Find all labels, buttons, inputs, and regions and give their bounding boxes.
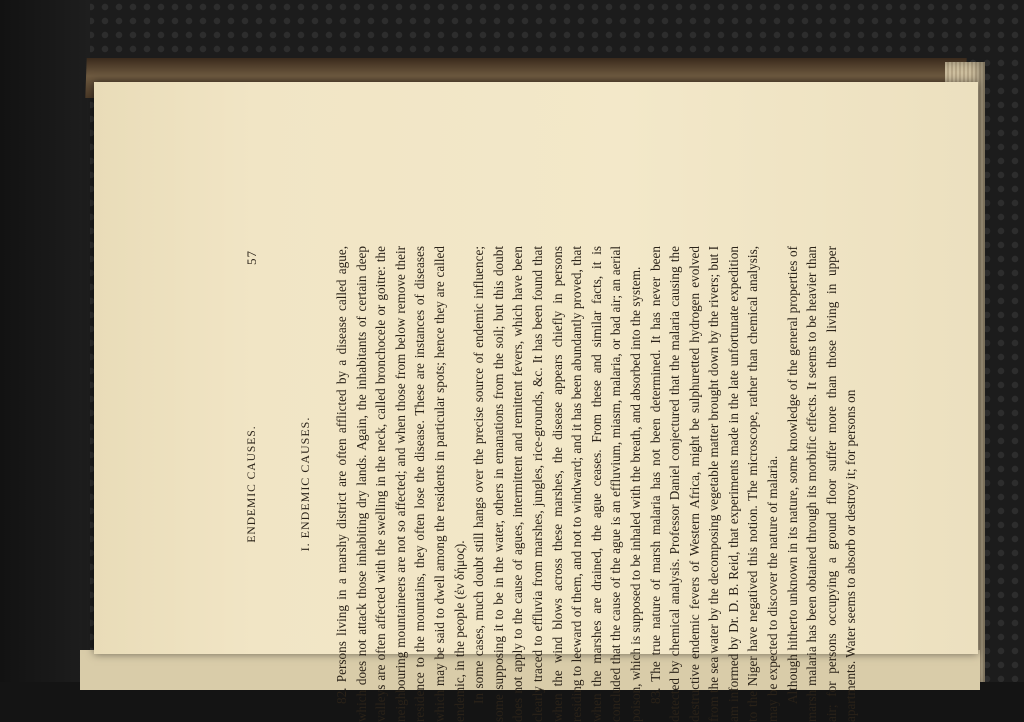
paragraph-83: 83. The true nature of marsh malaria has not been determined. It has never been detected by chemical analysis. Professor Daniel conjectured that the malaria causing the destructive endemic fevers of Western Africa, might be sulphuretted hydrogen evolved from the sea water by the decomposing vegetable matter brought down by the rivers; but I am informed by Dr. D. B. Reid, that experiments made in the late unfortunate expedition to the Niger have negatived this notion. The microscope, rather than chemical analysis, may be expected to discover the nature of malaria. bbox=[647, 246, 781, 722]
paragraph-83-cont: Although hitherto unknown in its nature, some knowledge of the general properties of marsh malaria has been obtained through its morbific effects. It seems to be heavier than air; for persons occupying a ground floor suffer more than those living in upper apartments. Water seems to absorb or destroy it; for persons on bbox=[784, 246, 859, 722]
rotated-text-block bbox=[246, 246, 1006, 722]
section-heading: I. ENDEMIC CAUSES. bbox=[298, 416, 312, 552]
running-head-title: ENDEMIC CAUSES. bbox=[246, 425, 258, 543]
left-shadow bbox=[0, 0, 90, 682]
paragraph-82-cont: In some cases, much doubt still hangs over the precise source of endemic influence; some supposing it to be in the water, others in emanations from the soil; but this doubt does not apply to the cause of agues, intermittent and remittent fevers, which have been clearly traced to effluvia from marshes, jungles, rice-grounds, &c. It has been found that when the wind blows across these marshes, the disease appears chiefly in persons residing to leeward of them, and not to windward; and it has been abundantly proved, that when the marshes are drained, the ague ceases. From these and similar facts, it is concluded that the cause of the ague is an effluvium, miasm, malaria, or bad air; an aerial poison, which is supposed to be inhaled with the breath, and absorbed into the system. bbox=[471, 246, 643, 722]
page-number: 57 bbox=[244, 250, 259, 265]
body-text bbox=[332, 246, 861, 722]
running-head bbox=[246, 246, 270, 722]
book-page bbox=[94, 82, 978, 722]
paragraph-82: 82. Persons living in a marshy district are often afflicted by a disease called ague, which does not attack those inhabiting dry lands. Again, the inhabitants of certain deep valleys are often affected with the swelling in the neck, called bronchocele or goitre: the neighbouring mountaineers are not so affected; and when those from below remove their residence to the mountains, they often lose the disease. These are instances of diseases which may be said to dwell among the residents in particular spots; hence they are called endemic, in the people (ἐν δήμος). bbox=[334, 246, 467, 722]
